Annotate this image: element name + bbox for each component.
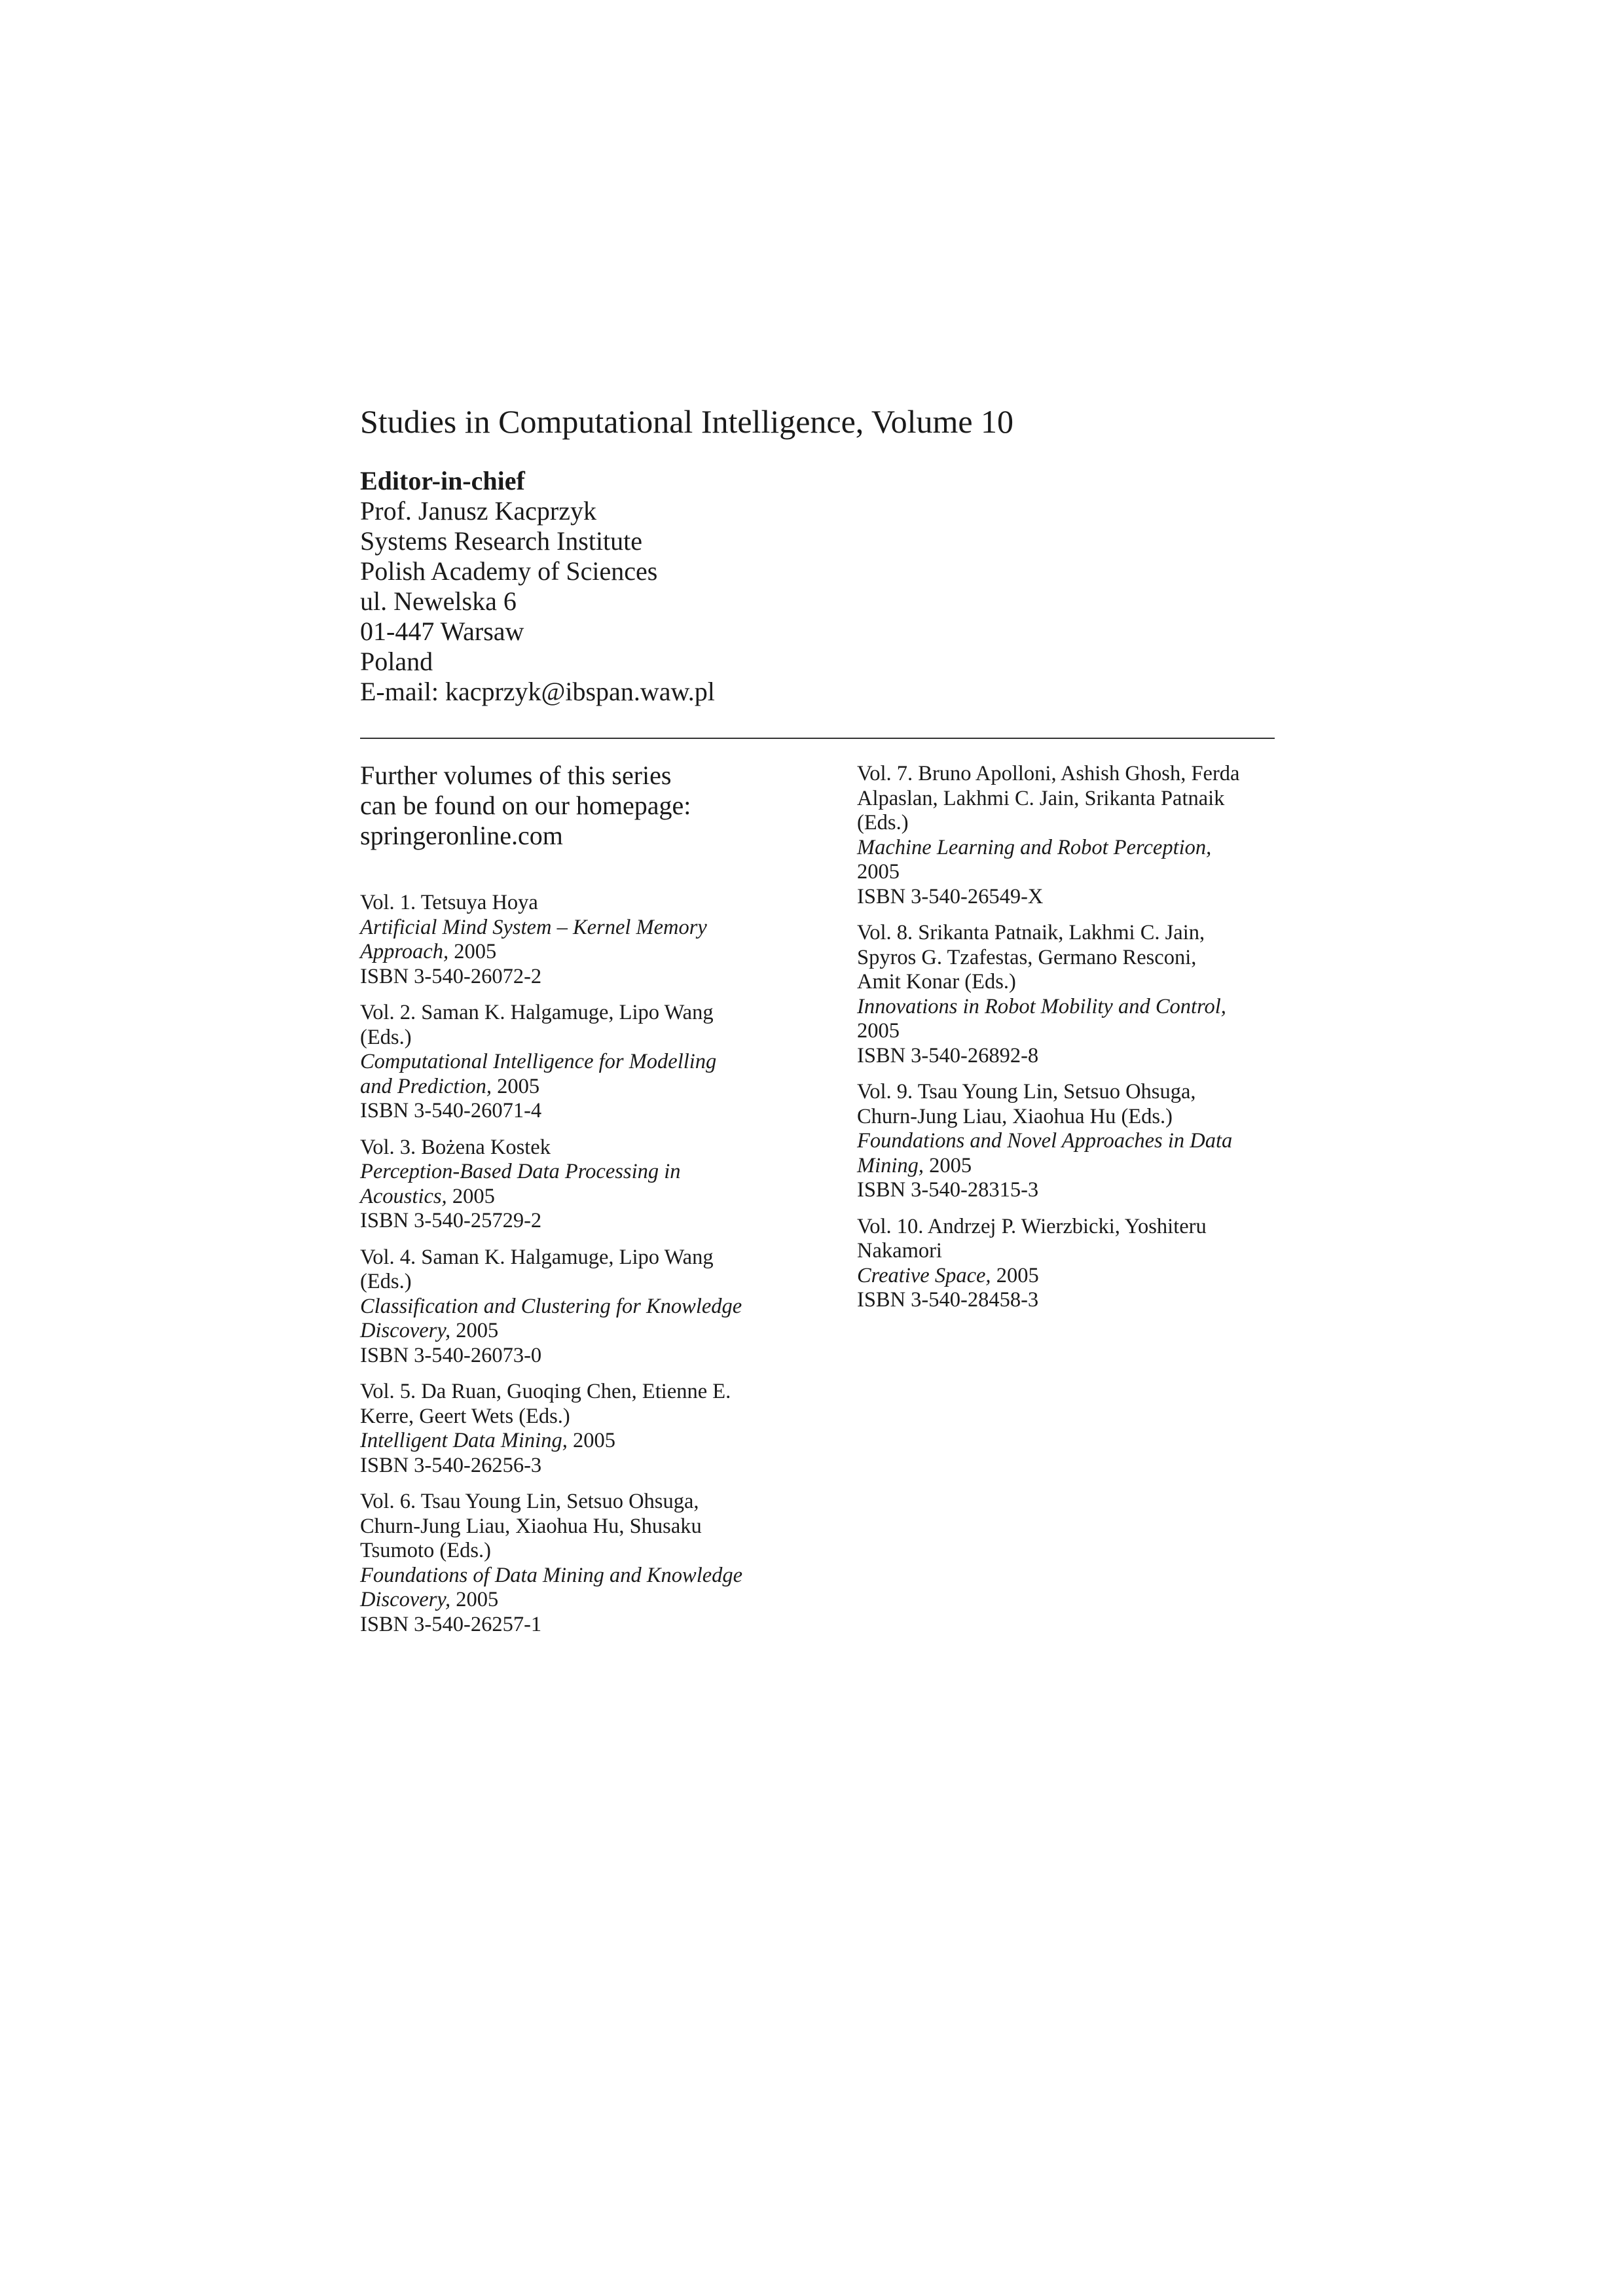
volume-title-text: Perception-Based Data Processing in [360, 1160, 681, 1183]
volume-title-text: Computational Intelligence for Modelling [360, 1050, 717, 1073]
volume-text: (Eds.) [857, 811, 909, 834]
volume-entry-line [360, 965, 845, 990]
volume-title-text: Discovery, [360, 1319, 451, 1342]
volume-entry-line [857, 1019, 1283, 1044]
volume-title-text: Machine Learning and Robot Perception, [857, 835, 1212, 859]
volume-entry [857, 921, 1283, 1068]
editor-name: Prof. Janusz Kacprzyk [360, 496, 596, 526]
volume-title-text: Innovations in Robot Mobility and Control, [857, 994, 1226, 1018]
volume-text: ISBN 3-540-25729-2 [360, 1209, 542, 1232]
volume-entry-line [857, 921, 1283, 946]
volume-text: Churn-Jung Liau, Xiaohua Hu (Eds.) [857, 1104, 1173, 1128]
horizontal-rule [360, 738, 1275, 739]
volume-text: Alpaslan, Lakhmi C. Jain, Srikanta Patnaik [857, 786, 1225, 810]
editor-email: E-mail: kacprzyk@ibspan.waw.pl [360, 677, 715, 706]
volume-year-text: 2005 [450, 1588, 499, 1611]
volume-title-text: Approach, [360, 940, 449, 963]
volume-entry-line [360, 1319, 845, 1344]
editor-city: 01-447 Warsaw [360, 617, 524, 646]
volume-entry-line [360, 1588, 845, 1613]
volume-text: ISBN 3-540-26256-3 [360, 1453, 542, 1477]
volume-title-text: and Prediction, [360, 1074, 492, 1098]
volume-entry-line [857, 1288, 1283, 1313]
volume-list-left [360, 891, 845, 1649]
volume-entry-line [857, 1129, 1283, 1154]
volume-entry-line [360, 1454, 845, 1479]
volume-text: ISBN 3-540-26549-X [857, 884, 1044, 908]
volume-entry [857, 762, 1283, 909]
volume-entry-line [360, 1613, 845, 1638]
volume-title-text: Artificial Mind System – Kernel Memory [360, 915, 707, 939]
volume-text: Vol. 9. Tsau Young Lin, Setsuo Ohsuga, [857, 1080, 1196, 1103]
volume-entry-line [857, 836, 1283, 861]
volume-entry-line [360, 1405, 845, 1429]
volume-text: ISBN 3-540-26071-4 [360, 1099, 542, 1122]
volume-text: Kerre, Geert Wets (Eds.) [360, 1404, 570, 1428]
volume-entry-line [360, 1160, 845, 1185]
further-volumes-note [360, 761, 691, 851]
volume-entry-line [360, 1344, 845, 1369]
volume-entry-line [857, 885, 1283, 910]
volume-text: Vol. 5. Da Ruan, Guoqing Chen, Etienne E. [360, 1380, 731, 1403]
volume-text: Vol. 3. Bożena Kostek [360, 1135, 551, 1159]
volume-text: Vol. 2. Saman K. Halgamuge, Lipo Wang [360, 1001, 714, 1024]
volume-text: Vol. 8. Srikanta Patnaik, Lakhmi C. Jain, [857, 921, 1205, 944]
volume-entry-line [360, 1209, 845, 1234]
volume-entry-line [857, 1044, 1283, 1069]
volume-entry-line [360, 1246, 845, 1270]
volume-entry [360, 1001, 845, 1124]
volume-text: ISBN 3-540-28458-3 [857, 1288, 1039, 1312]
volume-entry-line [360, 1185, 845, 1210]
editor-in-chief-block [360, 466, 715, 707]
volume-text: Tsumoto (Eds.) [360, 1539, 491, 1562]
volume-text: ISBN 3-540-26892-8 [857, 1043, 1039, 1067]
volume-text: (Eds.) [360, 1025, 412, 1049]
volume-title-text: Foundations of Data Mining and Knowledge [360, 1563, 743, 1587]
volume-entry-line [360, 1136, 845, 1160]
volume-entry [360, 1136, 845, 1234]
volume-text: Nakamori [857, 1239, 942, 1263]
volume-entry-line [360, 1050, 845, 1075]
volume-year-text: 2005 [450, 1319, 499, 1342]
volume-entry-line [857, 1154, 1283, 1179]
volume-text: 2005 [857, 1019, 900, 1043]
volume-text: ISBN 3-540-28315-3 [857, 1178, 1039, 1202]
volume-year-text: 2005 [924, 1153, 972, 1177]
volume-year-text: 2005 [448, 940, 497, 963]
volume-year-text: 2005 [567, 1429, 615, 1452]
editor-institute: Systems Research Institute [360, 526, 643, 556]
volume-title-text: Creative Space, [857, 1263, 991, 1287]
homepage-link-text: springeronline.com [360, 821, 563, 850]
volume-text: ISBN 3-540-26072-2 [360, 964, 542, 988]
volume-text: Spyros G. Tzafestas, Germano Resconi, [857, 945, 1197, 969]
volume-text: Vol. 7. Bruno Apolloni, Ashish Ghosh, Ferda [857, 762, 1240, 785]
volume-entry [360, 891, 845, 989]
volume-entry-line [857, 1215, 1283, 1240]
volume-entry-line [857, 970, 1283, 995]
volume-entry-line [360, 1429, 845, 1454]
volume-entry-line [360, 1099, 845, 1124]
volume-text: Vol. 1. Tetsuya Hoya [360, 891, 538, 914]
volume-text: Amit Konar (Eds.) [857, 970, 1016, 994]
editor-heading: Editor-in-chief [360, 466, 525, 495]
volume-entry-line [360, 940, 845, 965]
volume-entry-line [857, 1239, 1283, 1264]
volume-entry-line [857, 1178, 1283, 1203]
volume-text: Vol. 4. Saman K. Halgamuge, Lipo Wang [360, 1245, 714, 1269]
volume-title-text: Foundations and Novel Approaches in Data [857, 1129, 1233, 1153]
volume-text: (Eds.) [360, 1270, 412, 1293]
volume-entry-line [360, 1001, 845, 1026]
further-line: Further volumes of this series [360, 761, 672, 790]
volume-entry-line [857, 1264, 1283, 1289]
volume-entry-line [857, 1080, 1283, 1105]
volume-entry-line [360, 1380, 845, 1405]
volume-entry [360, 1246, 845, 1369]
volume-entry-line [360, 1295, 845, 1319]
volume-title-text: Acoustics, [360, 1184, 447, 1208]
volume-list-right [857, 762, 1283, 1325]
volume-entry-line [857, 946, 1283, 971]
volume-entry-line [360, 1564, 845, 1588]
volume-year-text: 2005 [491, 1074, 540, 1098]
volume-title-text: Intelligent Data Mining, [360, 1429, 568, 1452]
volume-entry-line [360, 1075, 845, 1100]
volume-entry-line [360, 1270, 845, 1295]
volume-entry-line [360, 891, 845, 916]
volume-text: Vol. 10. Andrzej P. Wierzbicki, Yoshiteru [857, 1214, 1207, 1238]
volume-entry-line [857, 787, 1283, 812]
volume-title-text: Discovery, [360, 1588, 451, 1611]
volume-text: ISBN 3-540-26073-0 [360, 1343, 542, 1367]
volume-entry [360, 1380, 845, 1478]
volume-text: Churn-Jung Liau, Xiaohua Hu, Shusaku [360, 1514, 702, 1538]
volume-entry [360, 1490, 845, 1637]
series-title: Studies in Computational Intelligence, Volume 10 [360, 403, 1014, 440]
volume-entry-line [857, 995, 1283, 1020]
editor-country: Poland [360, 647, 433, 676]
volume-entry-line [360, 1026, 845, 1050]
editor-street: ul. Newelska 6 [360, 586, 517, 616]
volume-title-text: Classification and Clustering for Knowledge [360, 1294, 742, 1318]
volume-year-text: 2005 [991, 1263, 1039, 1287]
volume-entry [857, 1215, 1283, 1313]
volume-text: ISBN 3-540-26257-1 [360, 1612, 542, 1636]
volume-text: Vol. 6. Tsau Young Lin, Setsuo Ohsuga, [360, 1490, 699, 1513]
volume-entry [857, 1080, 1283, 1203]
volume-entry-line [857, 811, 1283, 836]
volume-title-text: Mining, [857, 1153, 924, 1177]
volume-text: 2005 [857, 860, 900, 884]
volume-entry-line [360, 1515, 845, 1539]
volume-entry-line [857, 1105, 1283, 1130]
volume-entry-line [360, 1539, 845, 1564]
volume-entry-line [857, 860, 1283, 885]
volume-entry-line [857, 762, 1283, 787]
editor-academy: Polish Academy of Sciences [360, 556, 658, 586]
volume-year-text: 2005 [447, 1184, 495, 1208]
volume-entry-line [360, 916, 845, 941]
further-line: can be found on our homepage: [360, 791, 691, 820]
volume-entry-line [360, 1490, 845, 1515]
